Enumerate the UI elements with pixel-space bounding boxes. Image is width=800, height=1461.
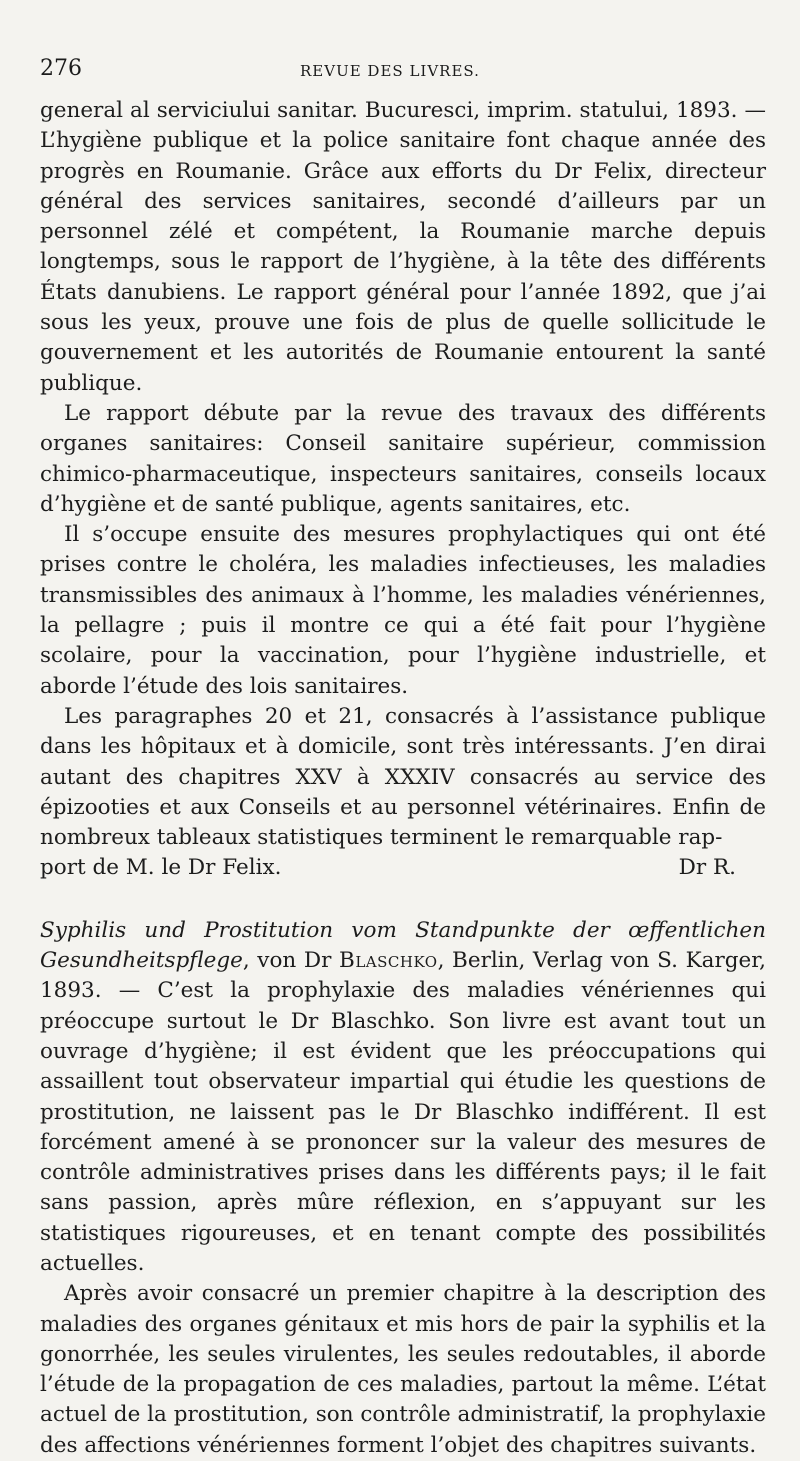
review-1-signature: Dr R. — [678, 855, 736, 881]
review-1-last-line: port de M. le Dr Felix. — [40, 855, 282, 881]
page-number: 276 — [40, 56, 82, 81]
review-1-paragraph-3: Il s’occupe ensuite des mesures prophylactiques qui ont été prises contre le choléra, les maladies infectieuses, les maladies transmissibles des animaux à l’homme, les maladies vénériennes, la pellagre ; puis il montre ce qui a été fait pour l’hygiène scolaire, pour la vaccination, pour l’hygiène industrielle, et aborde l’étude des lois sanitaires. — [40, 522, 766, 699]
review-2-paragraph-1 — [40, 916, 766, 1280]
review-2-author-prefix: , von Dr — [242, 948, 340, 974]
review-1-paragraph-4: Les paragraphes 20 et 21, consacrés à l’assistance publique dans les hôpitaux et à domicile, sont très intéressants. J’en dirai autant des chapitres XXV à XXXIV consacrés au service des épizooties et aux Conseils et au personnel vétérinaires. Enfin de nombreux tableaux statistiques terminent le remarquable rap- — [40, 703, 766, 851]
review-2-publisher-and-text: , Berlin, Verlag von S. Karger, 1893. — C’est la prophylaxie des maladies vénériennes qui préoccupe surtout le Dr Blaschko. Son livre est avant tout un ouvrage d’hygiène; il est évident que les préoccupations qui assaillent tout observateur impartial qui étudie les questions de prostitution, ne laissent pas le Dr Blaschko indifférent. Il est forcément amené à se prononcer sur la valeur des mesures de contrôle administratives prises dans les différents pays; il le fait sans passion, après mûre réflexion, en s’appuyant sur les statistiques rigoureuses, et en tenant compte des possibilités actuelles. — [40, 948, 766, 1276]
running-head: REVUE DES LIVRES. — [300, 62, 480, 80]
review-2-book-title: Syphilis und Prostitution vom Standpunkte der œffentlichen Gesundheitspflege — [40, 917, 766, 974]
section-gap — [40, 884, 766, 916]
review-1-closing-line — [40, 853, 766, 883]
review-1-paragraph-2: Le rapport débute par la revue des travaux des différents organes sanitaires: Conseil sanitaire supérieur, commission chimico-pharmaceutique, inspecteurs sanitaires, conseils locaux d’hygiène et de santé publique, agents sanitaires, etc. — [40, 400, 766, 517]
page-body — [40, 96, 766, 1461]
review-2-author: Blaschko — [339, 948, 438, 974]
review-2-paragraph-2: Après avoir consacré un premier chapitre à la description des maladies des organes génitaux et mis hors de pair la syphilis et la gonorrhée, les seules virulentes, les seules redoutables, il aborde l’étude de la propagation de ces maladies, partout la même. L’état actuel de la prostitution, son contrôle administratif, la prophylaxie des affections vénériennes forment l’objet des chapitres suivants. — [40, 1281, 766, 1458]
review-1-paragraph-1: general al serviciului sanitar. Bucuresci, imprim. statului, 1893. — L’hygiène publique et la police sanitaire font chaque année des progrès en Roumanie. Grâce aux efforts du Dr Felix, directeur général des services sanitaires, secondé d’ailleurs par un personnel zélé et compétent, la Roumanie marche depuis longtemps, sous le rapport de l’hygiène, à la tête des différents États danubiens. Le rapport général pour l’année 1892, que j’ai sous les yeux, prouve une fois de plus de quelle sollicitude le gouvernement et les autorités de Roumanie entourent la santé publique. — [40, 98, 766, 396]
page-header — [40, 56, 766, 96]
